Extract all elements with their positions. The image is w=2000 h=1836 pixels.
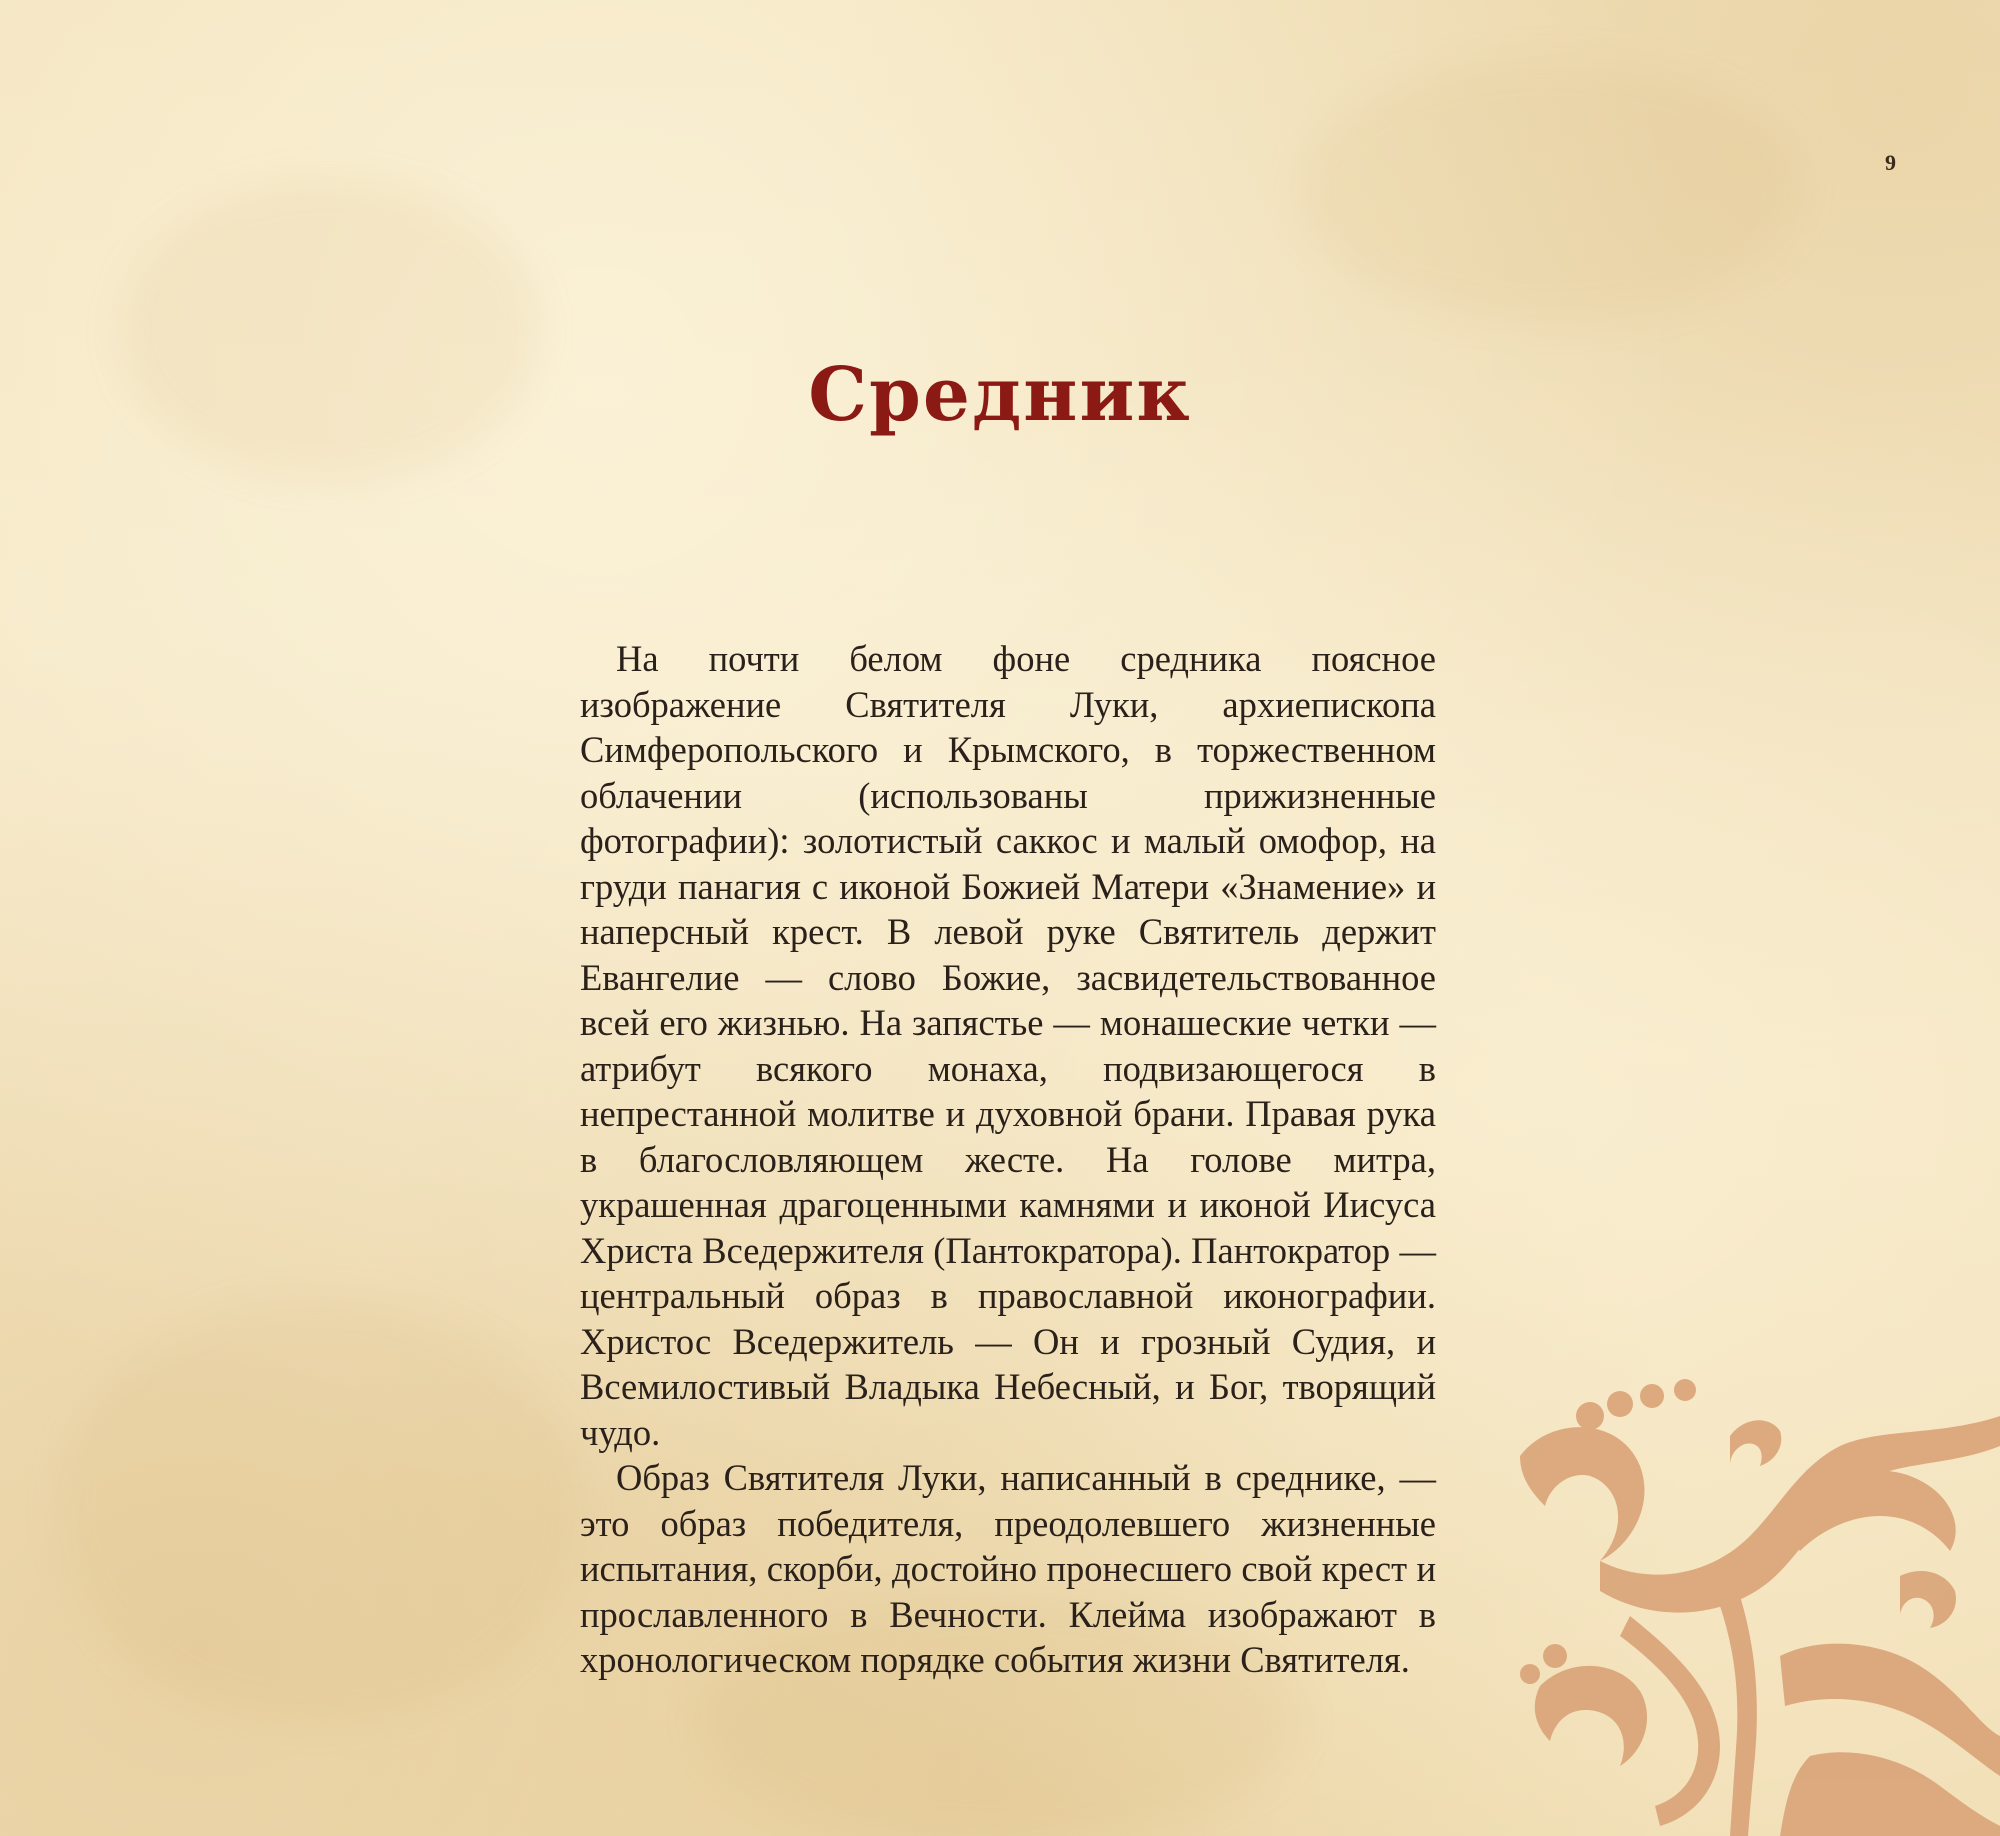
paragraph: На почти белом фоне средника поясное изображение Святителя Луки, архиепископа Симферопольского и Крымского, в торжественном облачении (использованы прижизненные фотографии): золотистый саккос и малый омофор, на груди панагия с иконой Божией Матери «Знамение» и наперсный крест. В левой руке Святитель держит Евангелие — слово Божие, засвидетельствованное всей его жизнью. На запястье — монашеские четки — атрибут всякого монаха, подвизающегося в непрестанной молитве и духовной брани. Правая рука в благословляющем жесте. На голове митра, украшенная драгоценными камнями и иконой Иисуса Христа Вседержителя (Пантократора). Пантократор — центральный образ в православной иконографии. Христос Вседержитель — Он и грозный Судия, и Всемилостивый Владыка Небесный, и Бог, творящий чудо. — [580, 638, 1436, 1453]
paper-stain — [1300, 60, 1800, 320]
floral-ornament-icon — [1480, 1356, 2000, 1836]
chapter-title: Средник — [808, 352, 1192, 438]
body-text — [580, 636, 1436, 1683]
page-number: 9 — [1885, 150, 1896, 175]
paragraph: Образ Святителя Луки, написанный в среднике, — это образ победителя, преодолевшего жизненные испытания, скорби, достойно пронесшего свой крест и прославленного в Вечности. Клейма изображают в хронологическом порядке события жизни Святителя. — [580, 1457, 1436, 1680]
paper-stain — [60, 1300, 580, 1720]
